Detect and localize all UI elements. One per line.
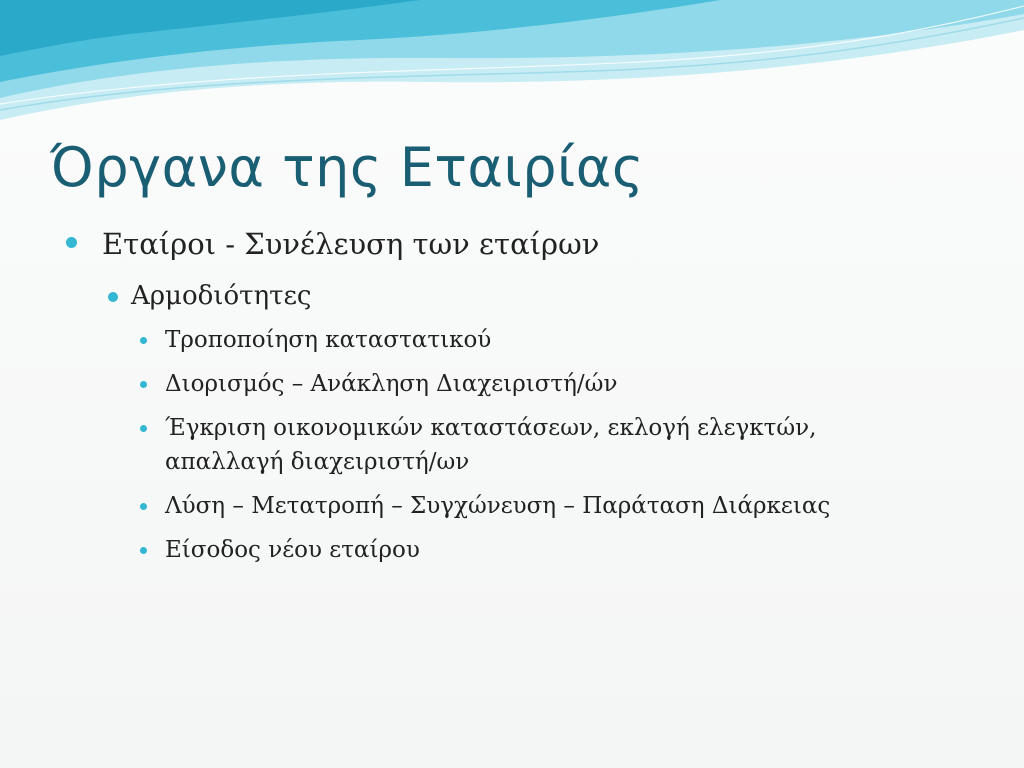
- bullet-level3: Λύση – Μετατροπή – Συγχώνευση – Παράταση Διάρκειας: [165, 493, 831, 519]
- bullet-level3: Έγκριση οικονομικών καταστάσεων, εκλογή ελεγκτών, απαλλαγή διαχειριστή/ων: [165, 415, 817, 475]
- bullet-icon: [140, 381, 147, 388]
- bullet-icon: [66, 237, 77, 248]
- bullet-icon: [140, 547, 147, 554]
- bullet-level3: Είσοδος νέου εταίρου: [165, 537, 420, 563]
- bullet-icon: [140, 337, 147, 344]
- bullet-icon: [108, 292, 118, 302]
- bullet-icon: [140, 425, 147, 432]
- bullet-level3: Διορισμός – Ανάκληση Διαχειριστή/ών: [165, 371, 618, 397]
- bullet-level3: Τροποποίηση καταστατικού: [165, 327, 492, 353]
- slide-title: Όργανα της Εταιρίας: [50, 136, 645, 199]
- decorative-wave-header: [0, 0, 1024, 130]
- bullet-level1: Εταίροι - Συνέλευση των εταίρων: [102, 227, 600, 261]
- bullet-level2: Αρμοδιότητες: [131, 281, 312, 311]
- bullet-icon: [140, 503, 147, 510]
